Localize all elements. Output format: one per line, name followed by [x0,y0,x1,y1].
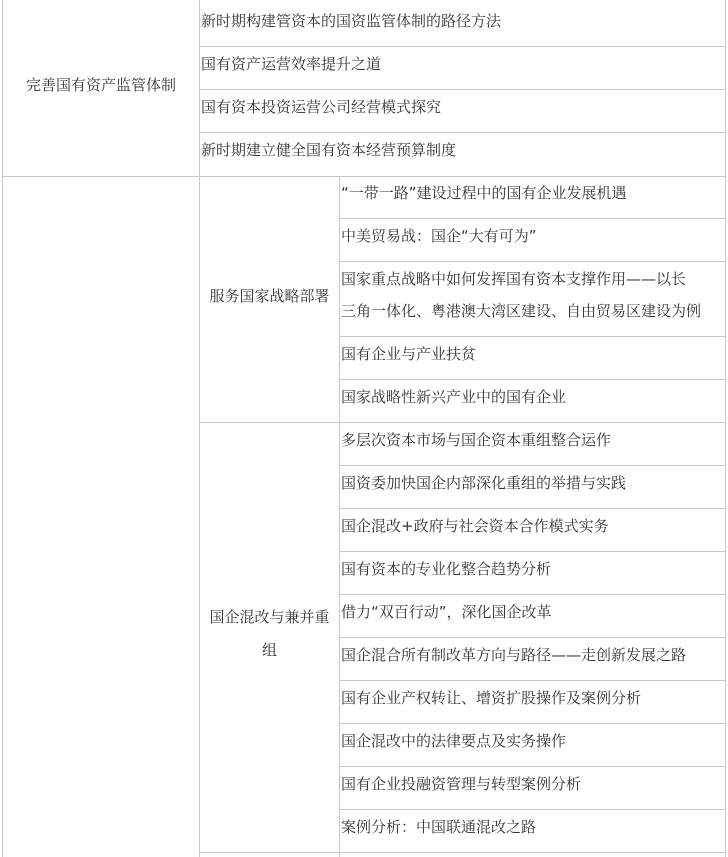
row-separator [339,336,726,337]
list-item-line: 国家重点战略中如何发挥国有资本支撑作用——以长 [341,270,687,288]
list-item: 国有企业与产业扶贫 [341,345,477,363]
row-separator [339,723,726,724]
row-separator [339,637,726,638]
list-item: 借力“双百行动”，深化国企改革 [341,603,552,621]
list-item: 国企混改+政府与社会资本合作模式实务 [341,517,609,535]
section1-divider [199,0,200,176]
list-item: 国家战略性新兴产业中的国有企业 [341,388,567,406]
row-separator [199,89,726,90]
table-left-border [2,0,3,857]
row-separator [199,852,726,853]
row-separator [339,680,726,681]
sub-divider [339,176,340,857]
row-separator [339,766,726,767]
section2-divider [199,176,200,857]
list-item: “一带一路”建设过程中的国有企业发展机遇 [341,184,627,202]
row-separator [339,379,726,380]
list-item: 多层次资本市场与国企资本重组整合运作 [341,431,612,449]
subcategory-cell-2-line2: 组 [261,641,277,659]
list-item: 案例分析：中国联通混改之路 [341,818,537,836]
row-separator [199,132,726,133]
subcategory-cell-1: 服务国家战略部署 [209,287,330,305]
section-separator [2,176,726,177]
row-separator [339,594,726,595]
category-cell-1: 完善国有资产监管体制 [25,76,176,94]
list-item: 国有企业产权转让、增资扩股操作及案例分析 [341,689,642,707]
list-item: 国企混改中的法律要点及实务操作 [341,732,567,750]
list-item: 国有资本投资运营公司经营模式探究 [201,98,442,116]
list-item: 国有资本的专业化整合趋势分析 [341,560,552,578]
subcategory-cell-2-line1: 国企混改与兼并重 [209,608,330,626]
subsection-separator [199,422,726,423]
row-separator [339,508,726,509]
table-right-border [725,0,726,857]
list-item-line: 三角一体化、粤港澳大湾区建设、自由贸易区建设为例 [341,302,702,320]
row-separator [339,261,726,262]
row-separator [339,551,726,552]
list-item: 新时期建立健全国有资本经营预算制度 [201,141,457,159]
row-separator [199,46,726,47]
list-item: 新时期构建管资本的国资监管体制的路径方法 [201,12,502,30]
row-separator [339,809,726,810]
list-item: 国企混合所有制改革方向与路径——走创新发展之路 [341,646,687,664]
list-item: 国有资产运营效率提升之道 [201,55,382,73]
row-separator [339,218,726,219]
list-item: 中美贸易战：国企“大有可为” [341,227,537,245]
list-item: 国资委加快国企内部深化重组的举措与实践 [341,474,627,492]
list-item: 国有企业投融资管理与转型案例分析 [341,775,582,793]
row-separator [339,465,726,466]
